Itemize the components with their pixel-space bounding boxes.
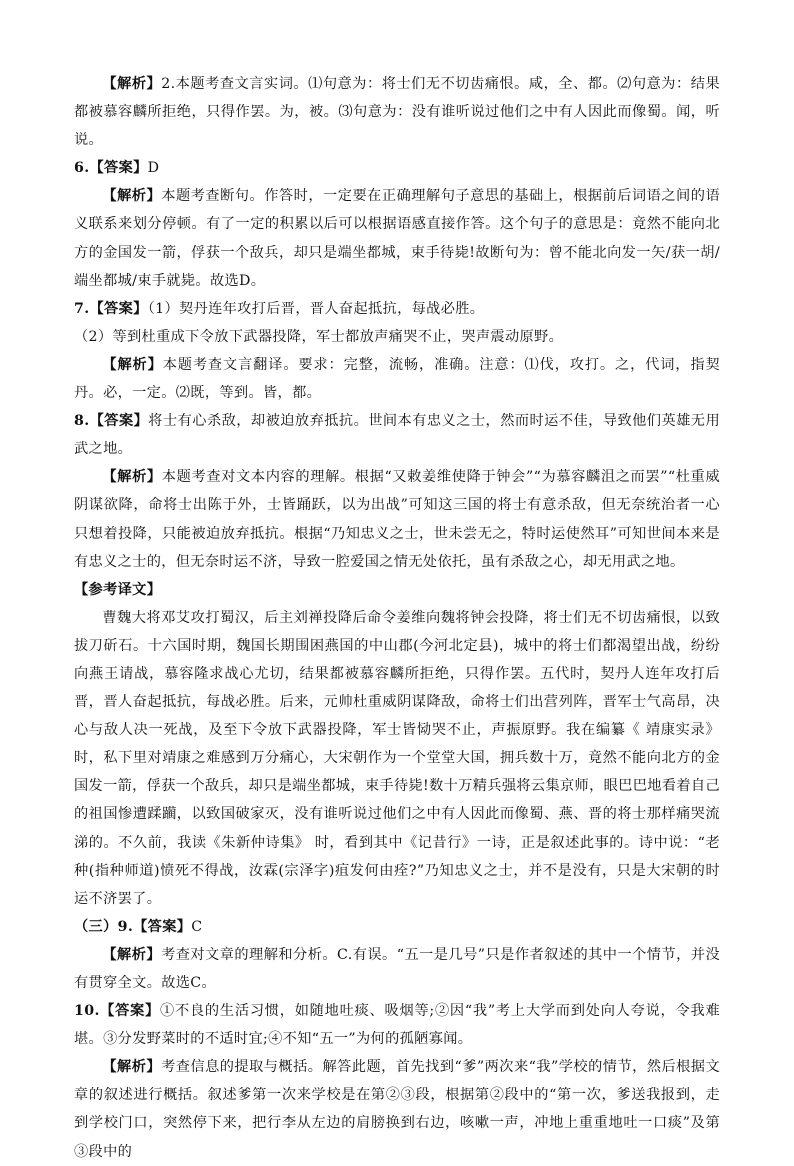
paragraph xyxy=(74,604,720,913)
answer-label: 7.【答案】 xyxy=(74,300,148,317)
answer-label: 8.【答案】 xyxy=(74,413,149,430)
answer-label: 【参考译文】 xyxy=(74,581,162,598)
paragraph-text: 考查信息的提取与概括。解答此题，首先找到“爹”两次来“我”学校的情节，然后根据文章的叙述进行概括。叙述爹第一次来学校是在第②③段，根据第②段中的“第一次，爹送我报到，走到学校门口，突然停下来，把行李从左边的肩膀换到右边，咳嗽一声，冲地上重重地吐一口痰”及第③段中的 xyxy=(74,1059,721,1160)
paragraph-text: D xyxy=(147,160,160,177)
answer-label: 【解析】 xyxy=(102,356,163,373)
paragraph xyxy=(74,70,720,154)
answer-label: 【解析】 xyxy=(102,76,162,92)
paragraph-text: 将士有心杀敌，却被迫放弃抵抗。世间本有忠义之士，然而时运不佳，导致他们英雄无用武之地。 xyxy=(74,413,720,458)
paragraph-text: ①不良的生活习惯，如随地吐痰、吸烟等;②因“我”考上大学而到处向人夸说，令我难堪。③分发野菜时的不适时宜;④不知“五一”为何的孤陋寡闻。 xyxy=(74,1003,720,1048)
answer-label: 10.【答案】 xyxy=(74,1003,161,1020)
paragraph-text: 本题考查对文本内容的理解。根据“又敕姜维使降于钟会”“为慕容麟沮之而罢”“杜重威阴谋欲降，命将士出陈于外，士皆踊跃，以为出战”可知这三国的将士有意杀敌，但无奈统治者一心只想着投降，只能被迫放弃抵抗。根据“乃知忠义之士，世未尝无之，特时运使然耳”可知世间本来是有忠义之士的，但无奈时运不济，导致一腔爱国之情无处依托，虽有杀敌之心，却无用武之地。 xyxy=(74,469,720,570)
paragraph-text: 曹魏大将邓艾攻打蜀汉，后主刘禅投降后命令姜维向魏将钟会投降，将士们无不切齿痛恨，以致拔刀斫石。十六国时期，魏国长期围困燕国的中山郡(今河北定县)，城中的将士们都渴望出战，纷纷向燕王请战，慕容隆求战心尤切，结果都被慕容麟所拒绝，只得作罢。五代时，契丹人连年攻打后晋，晋人奋起抵抗，每战必胜。后来，元帅杜重威阴谋降敌，命将士们出营列阵，晋军士气高昂，决心与敌人决一死战，及至下令放下武器投降，军士皆恸哭不止，声振原野。我在编纂《 靖康实录》时，私下里对靖康之难感到万分痛心，大宋朝作为一个堂堂大国，拥兵数十万，竟然不能向北方的金国发一箭，俘获一个敌兵，却只是端坐都城，束手待毙!数十万精兵强将云集京师，眼巴巴地看着自己的祖国惨遭蹂躏，以致国破家灭，没有谁听说过他们之中有人因此而像蜀、燕、晋的将士那样痛哭流涕的。不久前，我读《朱新仲诗集》 时，看到其中《记昔行》一诗，正是叙述此事的。诗中说：“老种(指种师道)愤死不得战，汝霖(宗泽字)疽发何由痊?”乃知忠义之士，并不是没有，只是大宋朝的时运不济罢了。 xyxy=(74,609,720,907)
paragraph xyxy=(74,576,720,604)
paragraph xyxy=(74,997,720,1053)
paragraph-text: C xyxy=(191,918,203,935)
answer-label: 【解析】 xyxy=(102,946,162,963)
answer-key-text xyxy=(74,70,720,1166)
answer-label: 【解析】 xyxy=(102,1059,162,1076)
paragraph-text: （2）等到杜重成下令放下武器投降，军士都放声痛哭不止，哭声震动原野。 xyxy=(74,328,564,345)
paragraph-text: 本题考查断句。作答时，一定要在正确理解句子意思的基础上，根据前后词语之间的语义联系来划分停顿。有了一定的积累以后可以根据语感直接作答。这个句子的意思是：竟然不能向北方的金国发一箭，俘获一个敌兵，却只是端坐都城，束手待毙!故断句为：曾不能北向发一矢/获一胡/端坐都城/束手就毙。故选D。 xyxy=(74,188,720,289)
paragraph xyxy=(74,323,720,351)
paragraph xyxy=(74,913,720,941)
paragraph xyxy=(74,154,720,182)
paragraph xyxy=(74,295,720,323)
answer-label: 【解析】 xyxy=(102,469,162,486)
paragraph xyxy=(74,1053,720,1165)
paragraph xyxy=(74,351,720,407)
paragraph-text: 考查对文章的理解和分析。C.有误。“五一是几号”只是作者叙述的其中一个情节，并没有贯穿全文。故选C。 xyxy=(74,946,721,991)
paragraph-text: （1）契丹连年攻打后晋，晋人奋起抵抗，每战必胜。 xyxy=(147,300,485,317)
paragraph-text: 本题考查文言翻译。要求：完整，流畅，准确。注意：⑴伐，攻打。之，代词，指契丹。必，一定。⑵既，等到。皆，都。 xyxy=(74,356,720,402)
paragraph xyxy=(74,941,720,997)
answer-label: 6.【答案】 xyxy=(74,160,148,177)
paragraph xyxy=(74,463,720,575)
answer-label: 【解析】 xyxy=(102,188,162,205)
paragraph-text: 2.本题考查文言实词。⑴句意为：将士们无不切齿痛恨。咸，全、都。⑵句意为：结果都被慕容麟所拒绝，只得作罢。为，被。⑶句意为：没有谁听说过他们之中有人因此而像蜀。闻，听说。 xyxy=(74,76,720,149)
paragraph xyxy=(74,407,720,463)
paragraph xyxy=(74,182,720,294)
answer-label: （三）9.【答案】 xyxy=(74,918,192,935)
